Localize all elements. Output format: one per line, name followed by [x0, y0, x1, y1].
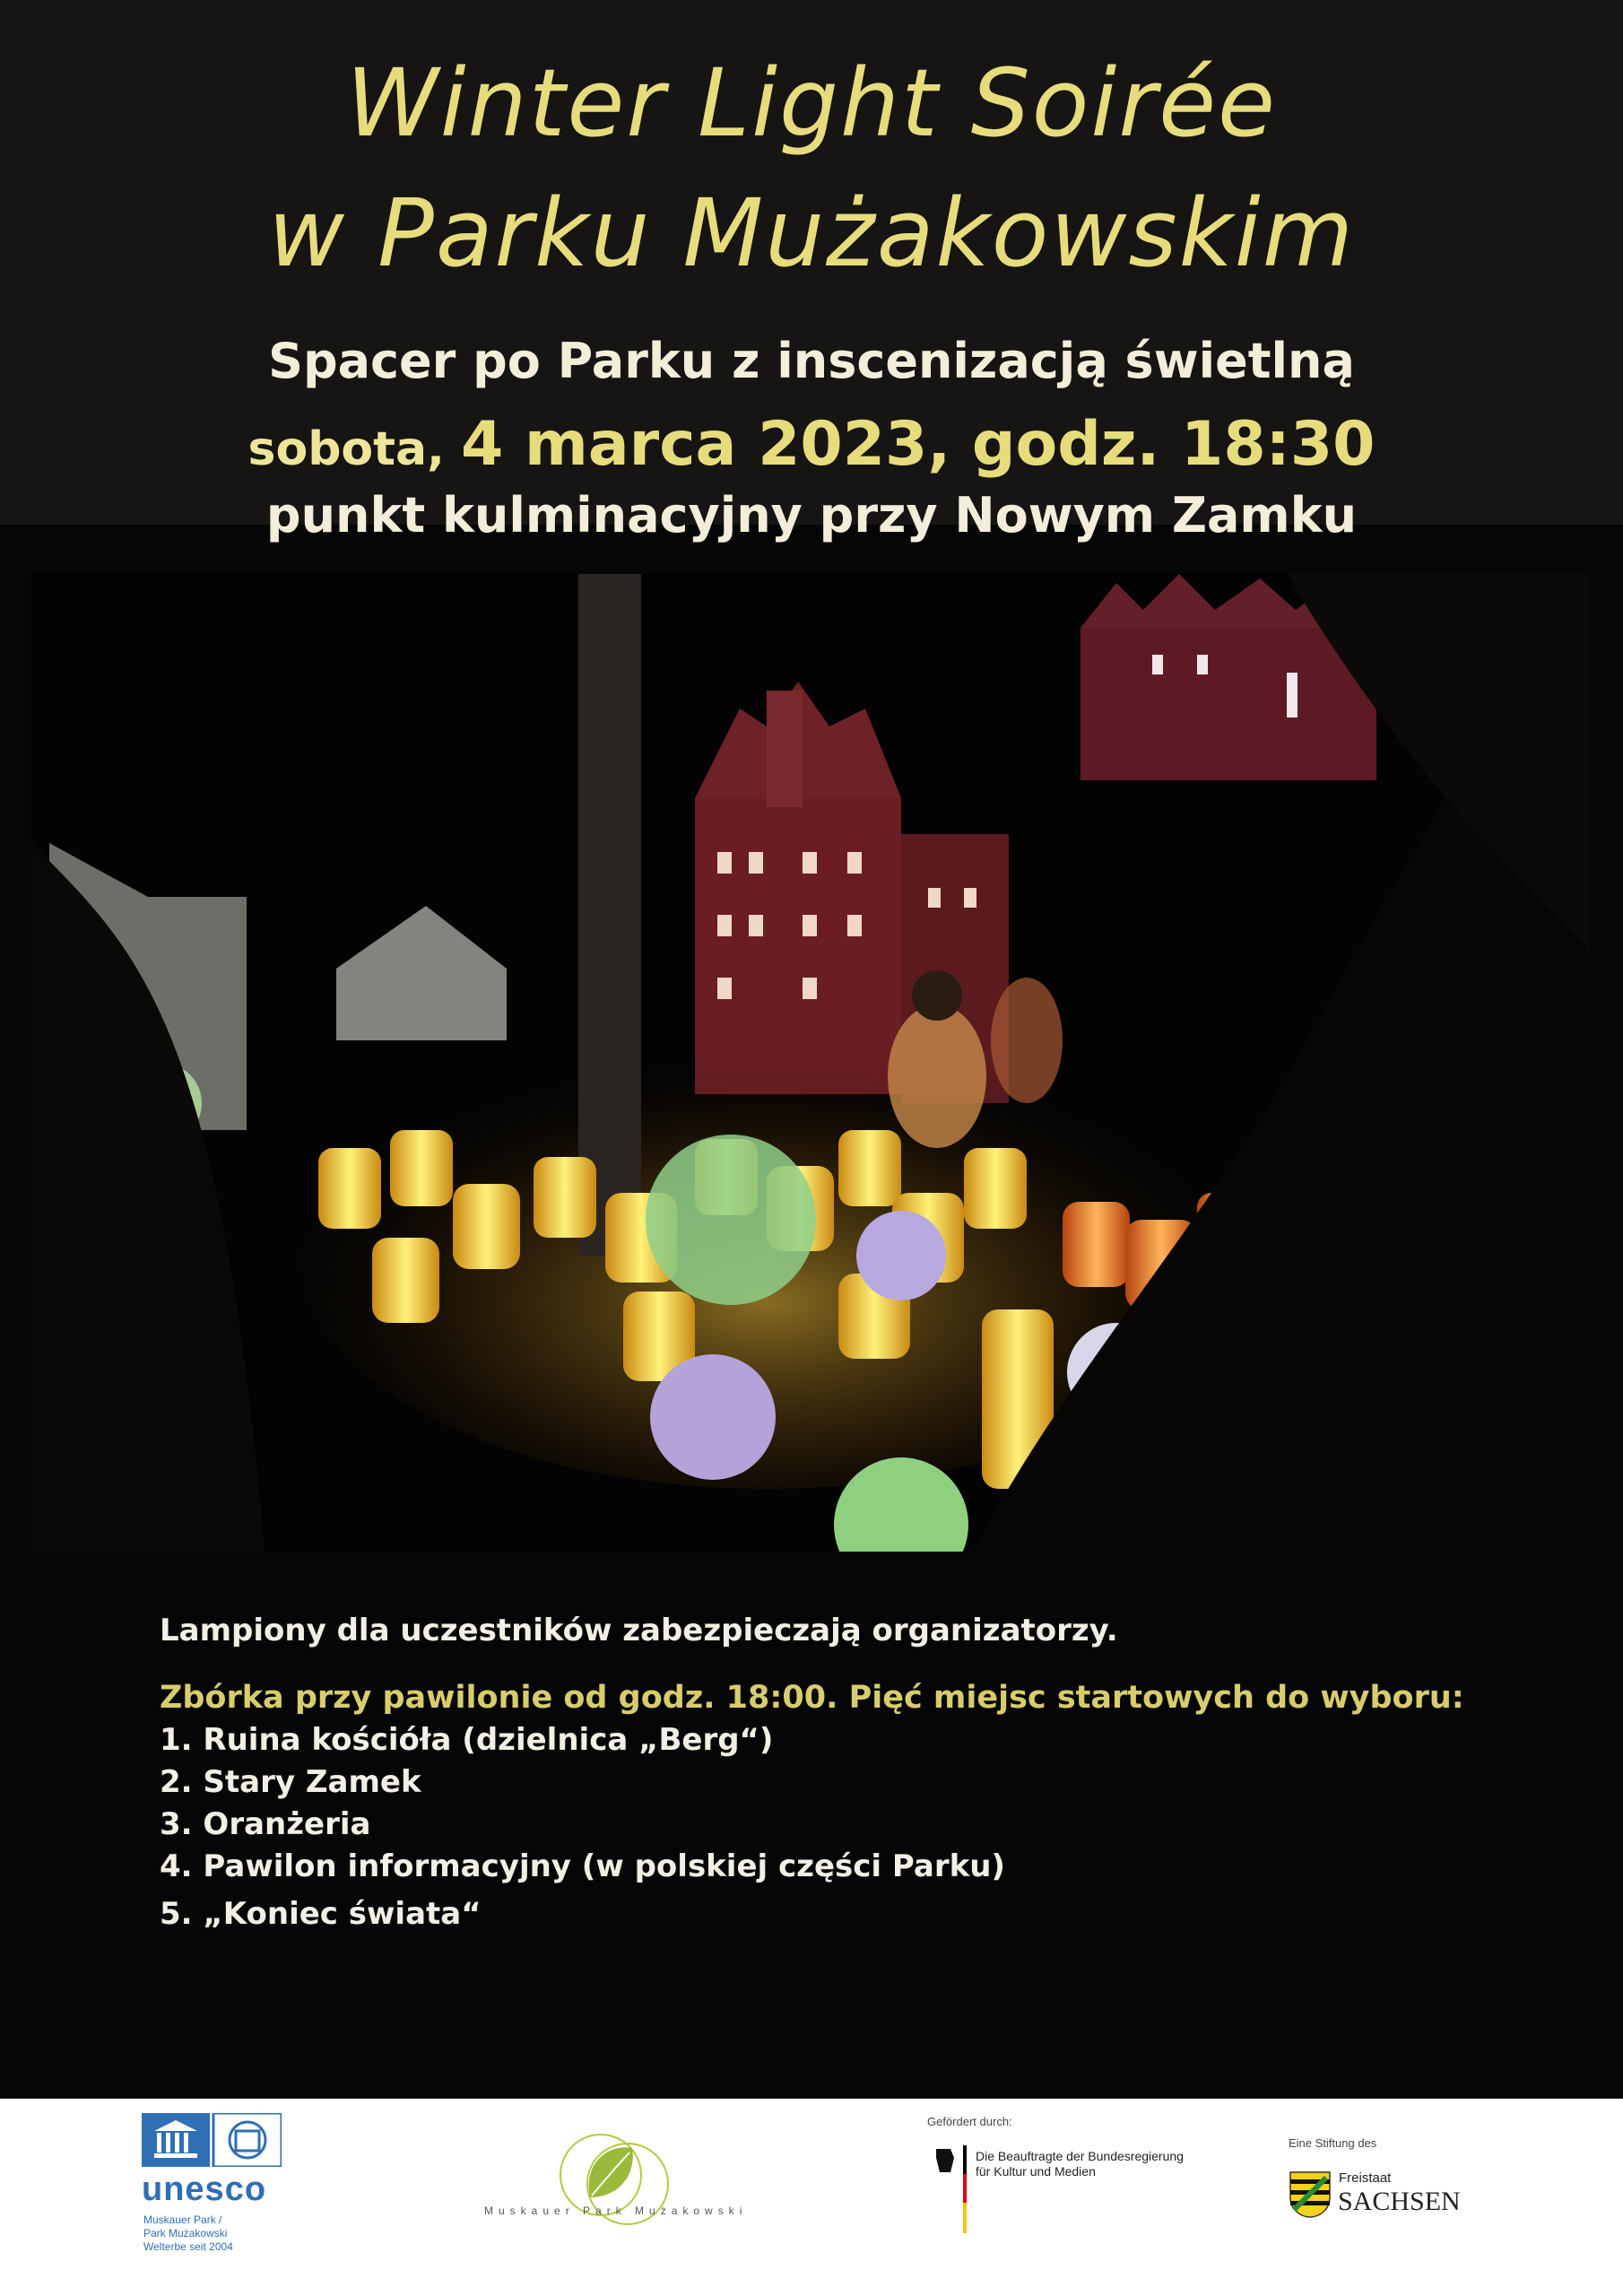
event-location: punkt kulminacyjny przy Nowym Zamku [265, 487, 1358, 544]
event-photo [31, 574, 1590, 1552]
park-logo-text: Muskauer Park Mużakowski [484, 2205, 748, 2217]
funded-by-label: Gefördert durch: [927, 2115, 1012, 2128]
unesco-caption-line: Welterbe seit 2004 [143, 2240, 233, 2253]
sachsen-coat-of-arms-icon [1289, 2170, 1332, 2219]
start-point-item: 2. Stary Zamek [160, 1764, 421, 1800]
start-point-item: 4. Pawilon informacyjny (w polskiej części Parku) [160, 1848, 1005, 1884]
foundation-label: Eine Stiftung des [1289, 2136, 1377, 2150]
event-title-line-2: w Parku Mużakowskim [267, 178, 1355, 288]
unesco-emblem-icon [142, 2113, 282, 2167]
sponsor-footer [0, 2099, 1623, 2296]
gathering-note: Zbórka przy pawilonie od godz. 18:00. Pięć miejsc startowych do wyboru: [160, 1680, 1464, 1716]
lantern-scene-illustration [31, 574, 1590, 1552]
event-date [0, 405, 1623, 489]
federal-line: Die Beauftragte der Bundesregierung [976, 2149, 1184, 2163]
unesco-caption [143, 2213, 233, 2254]
date-prefix: sobota, [247, 422, 445, 476]
start-point-item: 5. „Koniec świata“ [160, 1896, 482, 1932]
sachsen-small-label: Freistaat [1339, 2170, 1392, 2186]
federal-commissioner-label [976, 2149, 1184, 2179]
lanterns-note: Lampiony dla uczestników zabezpieczają organizatorzy. [160, 1613, 1118, 1648]
start-point-item: 3. Oranżeria [160, 1806, 371, 1842]
federal-line: für Kultur und Medien [976, 2164, 1096, 2179]
unesco-caption-line: Park Mużakowski [143, 2227, 228, 2239]
event-subtitle: Spacer po Parku z inscenizacją świetlną [268, 333, 1355, 389]
date-main: 4 marca 2023, godz. 18:30 [460, 409, 1376, 480]
park-leaf-logo-icon [538, 2126, 681, 2233]
event-title-line-1: Winter Light Soirée [345, 48, 1278, 158]
event-info [160, 1610, 1558, 1935]
start-point-item: 1. Ruina kościóła (dzielnica „Berg“) [160, 1722, 774, 1758]
header-band [0, 0, 1623, 544]
federal-eagle-icon [927, 2145, 970, 2235]
unesco-wordmark: unesco [142, 2170, 267, 2208]
sachsen-big-label: SACHSEN [1338, 2187, 1461, 2216]
unesco-caption-line: Muskauer Park / [143, 2213, 222, 2226]
